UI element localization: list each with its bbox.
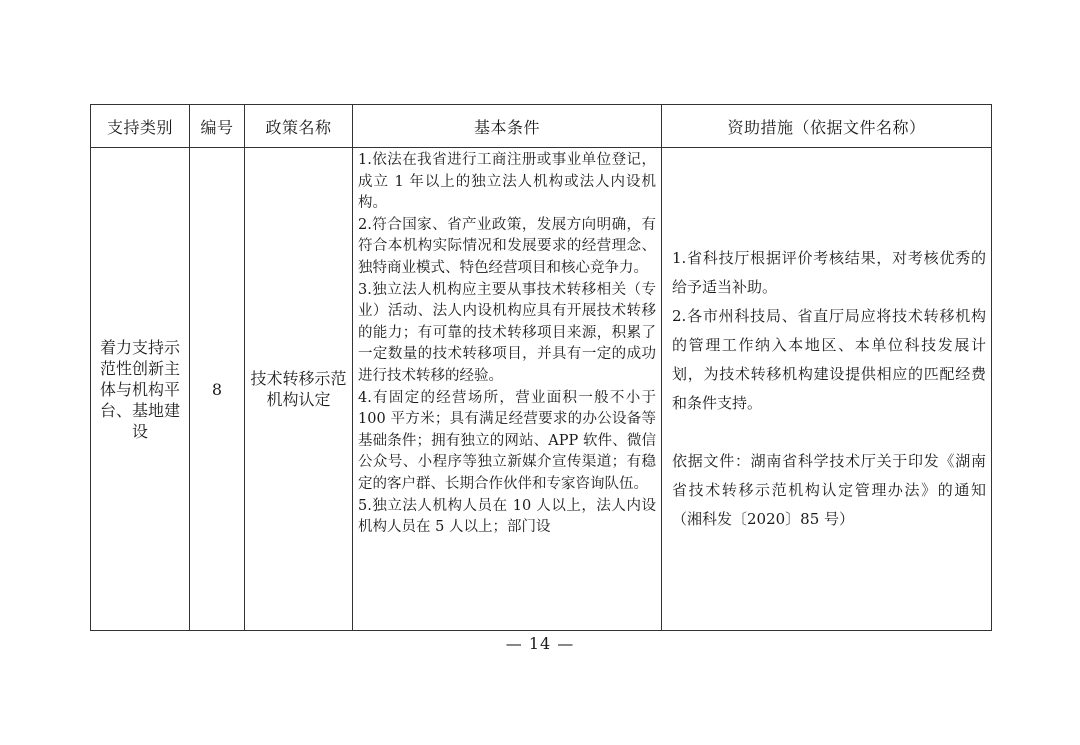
header-policy-name: 政策名称 — [245, 105, 353, 148]
policy-name-cell — [245, 148, 353, 631]
condition-item: 2.符合国家、省产业政策，发展方向明确，有符合本机构实际情况和发展要求的经营理念、独特商业模式、特色经营项目和核心竞争力。 — [358, 216, 656, 276]
number-cell: 8 — [190, 148, 245, 631]
table-header-row — [91, 105, 992, 148]
category-text: 着力支持示范性创新主体与机构平台、基地建设 — [99, 337, 180, 441]
header-measures: 资助措施（依据文件名称） — [662, 105, 992, 148]
measures-list — [662, 244, 991, 534]
condition-item: 1.依法在我省进行工商注册或事业单位登记，成立 1 年以上的独立法人机构或法人内设机构。 — [358, 152, 656, 212]
policy-name-text: 技术转移示范机构认定 — [250, 369, 347, 409]
condition-item: 3.独立法人机构应主要从事技术转移相关（专业）活动、法人内设机构应具有开展技术转移的能力；有可靠的技术转移项目来源，积累了一定数量的技术转移项目，并具有一定的成功进行技术转移的经验。 — [358, 281, 656, 384]
condition-item: 5.独立法人机构人员在 10 人以上，法人内设机构人员在 5 人以上；部门设 — [358, 497, 656, 536]
header-number: 编号 — [190, 105, 245, 148]
policy-table — [90, 104, 992, 631]
conditions-list — [353, 148, 661, 630]
page-number: — 14 — — [505, 634, 575, 653]
condition-item: 4.有固定的经营场所，营业面积一般不小于 100 平方米；具有满足经营要求的办公设备等基础条件；拥有独立的网站、APP 软件、微信公众号、小程序等独立新媒介宣传渠道；有稳定的客户群、长期合作伙伴和专家咨询队伍。 — [358, 389, 656, 492]
basis-text: 依据文件：湖南省科学技术厅关于印发《湖南省技术转移示范机构认定管理办法》的通知（湘科发〔2020〕85 号） — [672, 452, 986, 528]
header-category: 支持类别 — [91, 105, 190, 148]
measures-cell — [662, 148, 992, 631]
measure-item: 1.省科技厅根据评价考核结果，对考核优秀的给予适当补助。 — [672, 249, 986, 296]
category-cell — [91, 148, 190, 631]
measure-item: 2.各市州科技局、省直厅局应将技术转移机构的管理工作纳入本地区、本单位科技发展计划，为技术转移机构建设提供相应的匹配经费和条件支持。 — [672, 307, 986, 412]
table-row — [91, 148, 992, 631]
header-conditions: 基本条件 — [353, 105, 662, 148]
conditions-cell — [353, 148, 662, 631]
